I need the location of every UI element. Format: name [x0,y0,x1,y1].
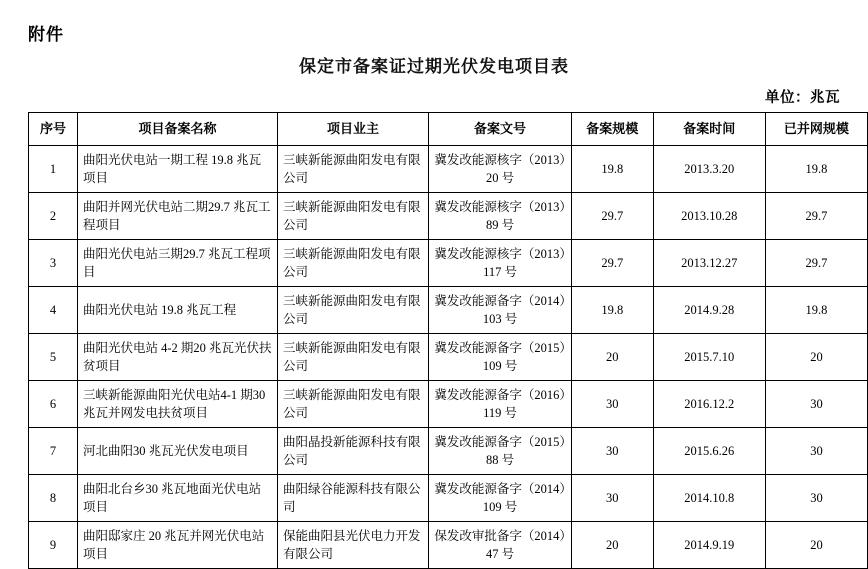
cell-scale: 19.8 [571,146,653,193]
page-title: 保定市备案证过期光伏发电项目表 [299,57,569,76]
cell-grid-scale: 19.8 [765,146,867,193]
cell-doc-no: 冀发改能源核字（2013）117 号 [429,240,572,287]
cell-owner: 保能曲阳县光伏电力开发有限公司 [278,522,429,569]
unit-note: 单位：兆瓦 [765,90,840,106]
cell-project-name: 曲阳光伏电站一期工程 19.8 兆瓦项目 [77,146,277,193]
cell-date: 2013.10.28 [653,193,765,240]
cell-owner: 三峡新能源曲阳发电有限公司 [278,381,429,428]
column-header-scale: 备案规模 [571,113,653,146]
table-row [29,522,868,569]
table-row [29,381,868,428]
cell-owner: 三峡新能源曲阳发电有限公司 [278,240,429,287]
cell-doc-no: 冀发改能源备字（2015）109 号 [429,334,572,381]
cell-doc-no: 冀发改能源核字（2013）20 号 [429,146,572,193]
cell-doc-no: 冀发改能源备字（2015）88 号 [429,428,572,475]
cell-project-name: 曲阳邸家庄 20 兆瓦并网光伏电站项目 [77,522,277,569]
table-row [29,287,868,334]
table-row [29,193,868,240]
cell-date: 2015.6.26 [653,428,765,475]
cell-doc-no: 冀发改能源核字（2013）89 号 [429,193,572,240]
cell-owner: 三峡新能源曲阳发电有限公司 [278,334,429,381]
table-body [29,146,868,569]
attachment-label: 附件 [28,25,64,44]
cell-scale: 30 [571,381,653,428]
cell-project-name: 曲阳光伏电站 19.8 兆瓦工程 [77,287,277,334]
cell-scale: 20 [571,334,653,381]
cell-owner: 三峡新能源曲阳发电有限公司 [278,146,429,193]
column-header-grid-scale: 已并网规模 [765,113,867,146]
cell-date: 2016.12.2 [653,381,765,428]
cell-index: 1 [29,146,78,193]
table-row [29,428,868,475]
table-row [29,240,868,287]
cell-date: 2015.7.10 [653,334,765,381]
column-header-doc-no: 备案文号 [429,113,572,146]
cell-date: 2013.12.27 [653,240,765,287]
cell-date: 2014.10.8 [653,475,765,522]
table-header-row [29,113,868,146]
table-row [29,475,868,522]
cell-grid-scale: 19.8 [765,287,867,334]
cell-index: 3 [29,240,78,287]
cell-scale: 20 [571,522,653,569]
project-table-container [28,112,868,569]
table-header [29,113,868,146]
cell-index: 2 [29,193,78,240]
cell-scale: 30 [571,475,653,522]
cell-grid-scale: 29.7 [765,240,867,287]
table-row [29,334,868,381]
cell-scale: 30 [571,428,653,475]
cell-owner: 曲阳绿谷能源科技有限公司 [278,475,429,522]
cell-grid-scale: 30 [765,475,867,522]
table-row [29,146,868,193]
column-header-owner: 项目业主 [278,113,429,146]
cell-date: 2013.3.20 [653,146,765,193]
cell-grid-scale: 29.7 [765,193,867,240]
cell-project-name: 曲阳光伏电站三期29.7 兆瓦工程项目 [77,240,277,287]
cell-grid-scale: 20 [765,334,867,381]
cell-owner: 三峡新能源曲阳发电有限公司 [278,193,429,240]
cell-project-name: 曲阳并网光伏电站二期29.7 兆瓦工程项目 [77,193,277,240]
cell-doc-no: 冀发改能源备字（2014）103 号 [429,287,572,334]
cell-scale: 19.8 [571,287,653,334]
cell-project-name: 河北曲阳30 兆瓦光伏发电项目 [77,428,277,475]
project-table [28,112,868,569]
cell-grid-scale: 30 [765,428,867,475]
cell-grid-scale: 30 [765,381,867,428]
cell-project-name: 曲阳光伏电站 4-2 期20 兆瓦光伏扶贫项目 [77,334,277,381]
cell-index: 7 [29,428,78,475]
column-header-date: 备案时间 [653,113,765,146]
column-header-name: 项目备案名称 [77,113,277,146]
cell-index: 6 [29,381,78,428]
cell-scale: 29.7 [571,193,653,240]
cell-owner: 三峡新能源曲阳发电有限公司 [278,287,429,334]
cell-grid-scale: 20 [765,522,867,569]
cell-index: 4 [29,287,78,334]
cell-date: 2014.9.28 [653,287,765,334]
cell-doc-no: 保发改审批备字（2014）47 号 [429,522,572,569]
cell-project-name: 曲阳北台乡30 兆瓦地面光伏电站项目 [77,475,277,522]
cell-date: 2014.9.19 [653,522,765,569]
cell-index: 8 [29,475,78,522]
column-header-index: 序号 [29,113,78,146]
cell-index: 5 [29,334,78,381]
cell-scale: 29.7 [571,240,653,287]
cell-owner: 曲阳晶投新能源科技有限公司 [278,428,429,475]
cell-doc-no: 冀发改能源备字（2016）119 号 [429,381,572,428]
cell-doc-no: 冀发改能源备字（2014）109 号 [429,475,572,522]
cell-project-name: 三峡新能源曲阳光伏电站4-1 期30 兆瓦并网发电扶贫项目 [77,381,277,428]
cell-index: 9 [29,522,78,569]
